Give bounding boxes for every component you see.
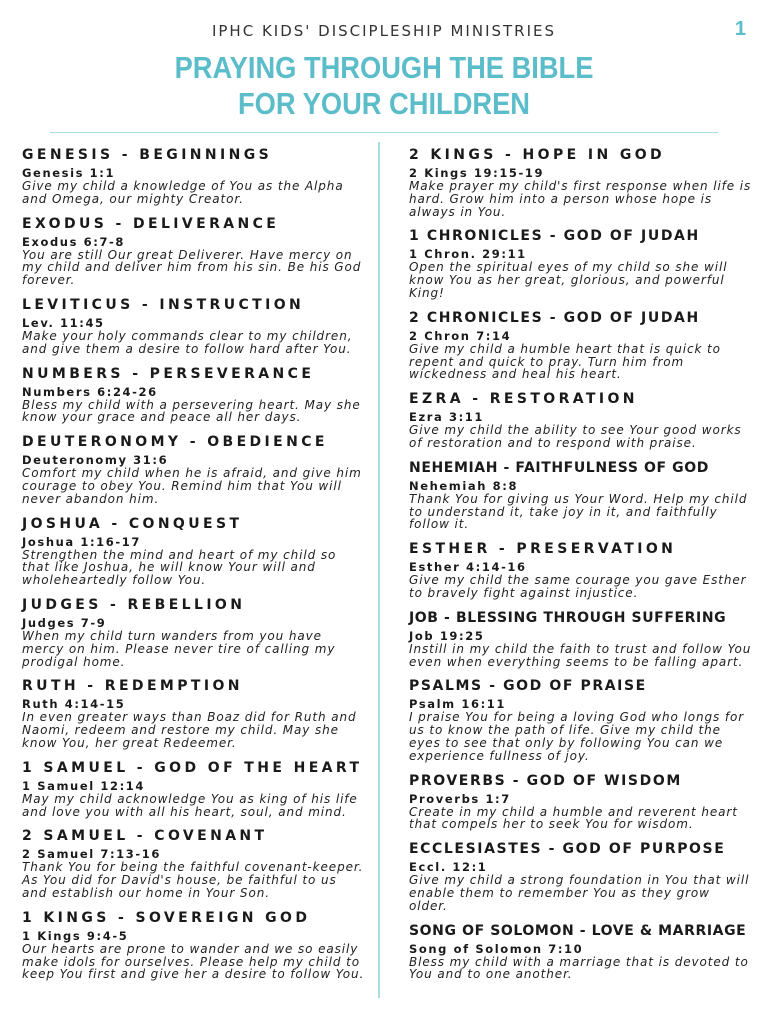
book-title: EZRA - RESTORATION: [409, 391, 638, 408]
scripture-reference: Ezra 3:11: [409, 410, 484, 425]
book-section: [22, 596, 366, 668]
scripture-reference: Judges 7-9: [22, 615, 107, 630]
scripture-reference: Lev. 11:45: [22, 315, 105, 330]
scripture-reference: 1 Samuel 12:14: [22, 778, 145, 793]
prayer-text: You are still Our great Deliverer. Have mercy on my child and deliver him from his sin. Be his God forever.: [22, 247, 362, 288]
book-title: RUTH - REDEMPTION: [22, 678, 243, 695]
page-title-line-2: FOR YOUR CHILDREN: [237, 86, 530, 121]
book-title: PROVERBS - GOD OF WISDOM: [409, 772, 682, 789]
prayer-text: Make your holy commands clear to my children, and give them a desire to follow hard after You.: [22, 328, 353, 356]
book-section: [22, 827, 366, 899]
right-column: [409, 146, 753, 990]
book-title: EXODUS - DELIVERANCE: [22, 215, 280, 232]
prayer-text: Make prayer my child's first response when life is hard. Grow him into a person whose hope is always in You.: [409, 179, 752, 219]
prayer-text: Create in my child a humble and reverent heart that compels her to seek You for wisdom.: [409, 804, 738, 832]
scripture-reference: Song of Solomon 7:10: [409, 941, 584, 956]
scripture-reference: 1 Chron. 29:11: [409, 247, 527, 262]
book-title: LEVITICUS - INSTRUCTION: [22, 296, 305, 313]
book-section: [409, 540, 753, 600]
book-title: 1 SAMUEL - GOD OF THE HEART: [22, 759, 363, 776]
book-title: ESTHER - PRESERVATION: [409, 541, 677, 558]
book-section: [22, 146, 366, 206]
book-section: [409, 146, 753, 218]
prayer-text: Give my child a knowledge of You as the Alpha and Omega, our mighty Creator.: [22, 179, 344, 206]
page-number: 1: [734, 18, 746, 40]
book-title: JOB - BLESSING THROUGH SUFFERING: [409, 609, 727, 626]
scripture-reference: Ruth 4:14-15: [22, 697, 126, 712]
book-title: 2 CHRONICLES - GOD OF JUDAH: [409, 309, 700, 326]
book-title: NEHEMIAH - FAITHFULNESS OF GOD: [409, 459, 709, 476]
book-title: 1 CHRONICLES - GOD OF JUDAH: [409, 228, 700, 245]
prayer-text: Bless my child with a marriage that is devoted to You and to one another.: [409, 954, 749, 982]
prayer-text: Bless my child with a persevering heart. May she know your grace and peace all her days.: [22, 397, 361, 425]
book-section: [409, 390, 753, 450]
prayer-text: Strengthen the mind and heart of my child so that like Joshua, he will know Your will and wholeheartedly follow You.: [22, 547, 337, 588]
scripture-reference: Exodus 6:7-8: [22, 234, 126, 249]
scripture-reference: Job 19:25: [409, 628, 485, 643]
book-title: ECCLESIASTES - GOD OF PURPOSE: [409, 841, 726, 858]
book-section: [409, 922, 753, 982]
book-section: [409, 609, 753, 669]
book-title: NUMBERS - PERSEVERANCE: [22, 365, 315, 382]
column-divider: [378, 142, 380, 998]
scripture-reference: Proverbs 1:7: [409, 791, 511, 806]
ministry-header: IPHC KIDS' DISCIPLESHIP MINISTRIES: [211, 22, 557, 40]
scripture-reference: 2 Chron 7:14: [409, 328, 512, 343]
prayer-text: I praise You for being a loving God who longs for us to know the path of life. Give my child the eyes to see that only by following You can we experience fullness of joy.: [409, 710, 745, 763]
scripture-reference: Genesis 1:1: [22, 166, 116, 180]
book-section: [22, 433, 366, 505]
scripture-reference: Nehemiah 8:8: [409, 478, 519, 493]
prayer-text: Give my child a strong foundation in You that will enable them to remember You as they grow older.: [409, 873, 750, 913]
scripture-reference: 1 Kings 9:4-5: [22, 928, 129, 943]
book-section: [22, 677, 366, 749]
prayer-text: In even greater ways than Boaz did for Ruth and Naomi, redeem and restore my child. May she know You, her great Redeemer.: [22, 710, 357, 750]
book-title: 1 KINGS - SOVEREIGN GOD: [22, 909, 311, 926]
book-title: JUDGES - REBELLION: [22, 596, 246, 613]
prayer-text: Open the spiritual eyes of my child so she will know You as her great, glorious, and powerful King!: [409, 260, 728, 300]
prayer-text: Thank You for being the faithful covenant-keeper. As You did for David's house, be faithful to us and establish our home in Your Son.: [22, 860, 364, 900]
scripture-reference: 2 Samuel 7:13-16: [22, 847, 161, 862]
book-section: [22, 515, 366, 587]
book-section: [22, 365, 366, 425]
scripture-reference: Numbers 6:24-26: [22, 384, 158, 399]
left-column: [22, 146, 366, 990]
book-title: SONG OF SOLOMON - LOVE & MARRIAGE: [409, 922, 747, 939]
book-title: PSALMS - GOD OF PRAISE: [409, 678, 647, 695]
scripture-reference: Psalm 16:11: [409, 697, 506, 712]
book-section: [409, 772, 753, 832]
title-divider: [50, 132, 718, 133]
prayer-text: May my child acknowledge You as king of his life and love you with all his heart, soul, and mind.: [22, 791, 358, 819]
prayer-text: When my child turn wanders from you have mercy on him. Please never tire of calling my prodigal home.: [22, 628, 336, 669]
book-section: [22, 215, 366, 287]
prayer-text: Give my child the same courage you gave Esther to bravely fight against injustice.: [409, 573, 747, 600]
prayer-text: Our hearts are prone to wander and we so easily make idols for ourselves. Please help my child to keep You first and give her a desire to follow You.: [22, 941, 365, 982]
book-title: GENESIS - BEGINNINGS: [22, 147, 273, 163]
book-section: [409, 840, 753, 912]
book-title: 2 SAMUEL - COVENANT: [22, 828, 268, 845]
book-title: JOSHUA - CONQUEST: [22, 515, 243, 532]
book-section: [409, 459, 753, 531]
book-section: [409, 309, 753, 381]
book-title: 2 KINGS - HOPE IN GOD: [409, 147, 666, 163]
page-title-line-1: PRAYING THROUGH THE BIBLE: [174, 50, 594, 85]
book-section: [409, 227, 753, 299]
prayer-text: Comfort my child when he is afraid, and give him courage to obey You. Remind him that You will never abandon him.: [22, 466, 362, 506]
prayer-text: Give my child the ability to see Your good works of restoration and to respond with praise.: [409, 423, 742, 450]
book-section: [22, 909, 366, 981]
scripture-reference: Joshua 1:16-17: [22, 534, 141, 549]
scripture-reference: Deuteronomy 31:6: [22, 453, 169, 468]
book-section: [409, 677, 753, 762]
prayer-text: Give my child a humble heart that is quick to repent and quick to pray. Turn him from wickedness and heal his heart.: [409, 341, 721, 382]
scripture-reference: 2 Kings 19:15-19: [409, 166, 545, 180]
book-section: [22, 296, 366, 356]
book-title: DEUTERONOMY - OBEDIENCE: [22, 434, 328, 451]
scripture-reference: Eccl. 12:1: [409, 860, 488, 875]
book-section: [22, 759, 366, 819]
page-title: [46, 50, 722, 122]
prayer-text: Thank You for giving us Your Word. Help my child to understand it, take joy in it, and faithfully follow it.: [409, 491, 748, 532]
scripture-reference: Esther 4:14-16: [409, 560, 527, 575]
prayer-text: Instill in my child the faith to trust and follow You even when everything seems to be falling apart.: [409, 641, 752, 669]
